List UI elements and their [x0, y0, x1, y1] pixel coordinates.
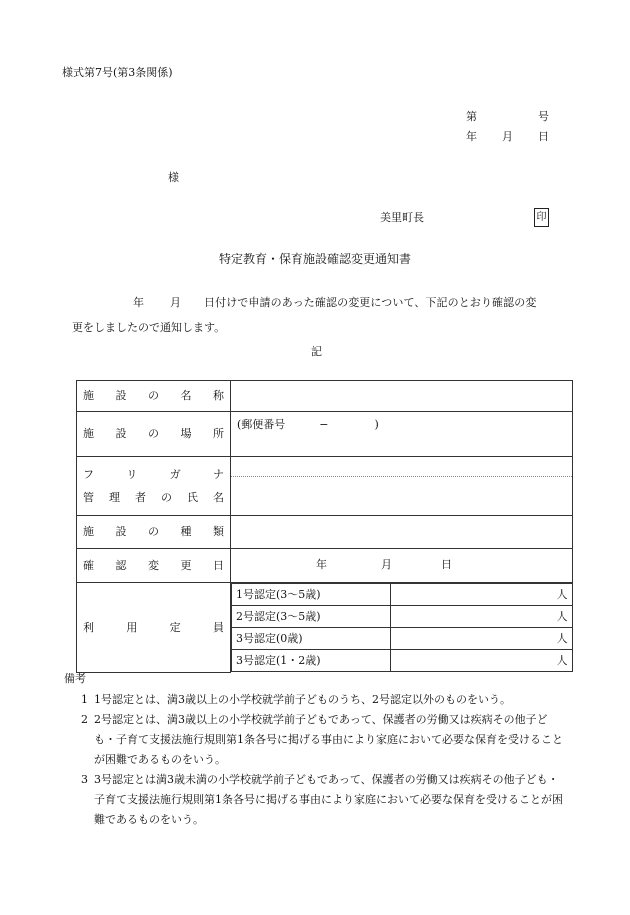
remark-item: [64, 770, 564, 830]
capacity-row-4: [232, 650, 573, 672]
furigana-label: フ リ ガ ナ: [83, 468, 224, 482]
form-number: 様式第7号(第3条関係): [62, 66, 173, 79]
capacity-row-3: [232, 628, 573, 650]
manager-field[interactable]: [231, 457, 573, 516]
postal-code-dash: −: [319, 418, 329, 431]
change-date-month: 月: [381, 558, 392, 571]
manager-label: [77, 457, 231, 516]
facility-type-label: 施 設 の 種 類: [77, 516, 231, 549]
capacity-count-field[interactable]: 人: [391, 606, 573, 628]
body-month: 月: [170, 296, 181, 309]
capacity-category: 3号認定(0歳): [232, 628, 391, 650]
facility-name-field[interactable]: [231, 381, 573, 412]
capacity-breakdown: [231, 583, 573, 673]
facility-type-field[interactable]: [231, 516, 573, 549]
sender-name: 美里町長: [380, 211, 424, 224]
document-number-prefix: 第: [466, 110, 477, 123]
remark-item: [64, 690, 564, 710]
change-date-year: 年: [316, 558, 327, 571]
document-title: 特定教育・保育施設確認変更通知書: [218, 252, 411, 266]
remark-text: 1号認定とは、満3歳以上の小学校就学前子どものうち、2号認定以外のものをいう。: [94, 693, 511, 706]
body-line-2: 更をしましたので通知します。: [72, 321, 226, 334]
remark-text: 3号認定とは満3歳未満の小学校就学前子どもであって、保護者の労働又は疾病その他子ども・子育て支援法施行規則第1条各号に掲げる事由により家庭において必要な保育を受けることが困難であるものをいう。: [94, 773, 563, 826]
postal-code-close: ): [374, 418, 379, 431]
facility-location-field[interactable]: [231, 412, 573, 457]
capacity-category: 2号認定(3〜5歳): [232, 606, 391, 628]
document-number-suffix: 号: [538, 110, 549, 123]
facility-location-label: 施 設 の 場 所: [77, 412, 231, 457]
facility-location-row: [77, 412, 573, 457]
manager-name-field[interactable]: [237, 477, 566, 515]
facility-name-row: [77, 381, 573, 412]
capacity-count-field[interactable]: 人: [391, 584, 573, 606]
capacity-category: 3号認定(1・2歳): [232, 650, 391, 672]
capacity-category: 1号認定(3〜5歳): [232, 584, 391, 606]
seal-mark: 印: [534, 208, 549, 227]
facility-table: [76, 380, 573, 673]
capacity-table: [231, 583, 573, 672]
change-date-field[interactable]: [231, 549, 573, 583]
facility-name-label: 施 設 の 名 称: [77, 381, 231, 412]
manager-row: [77, 457, 573, 516]
capacity-row-1: [232, 584, 573, 606]
furigana-field[interactable]: [237, 457, 566, 476]
change-date-row: [77, 549, 573, 583]
capacity-label: 利 用 定 員: [77, 583, 231, 673]
date-month: 月: [502, 130, 513, 143]
body-line-1: 日付けで申請のあった確認の変更について、下記のとおり確認の変: [204, 296, 537, 309]
postal-code-open: (郵便番号: [237, 418, 286, 431]
manager-name-label: 管 理 者 の 氏 名: [83, 490, 224, 504]
facility-type-row: [77, 516, 573, 549]
remark-text: 2号認定とは、満3歳以上の小学校就学前子どもであって、保護者の労働又は疾病その他子ども・子育て支援法施行規則第1条各号に掲げる事由により家庭において必要な保育を受けることが困難であるものをいう。: [94, 713, 563, 766]
body-year: 年: [133, 296, 144, 309]
capacity-row-2: [232, 606, 573, 628]
capacity-count-field[interactable]: 人: [391, 650, 573, 672]
remark-number: 1: [81, 693, 88, 706]
ki-label: 記: [311, 345, 322, 358]
remarks-section: [64, 670, 564, 830]
remark-item: [64, 710, 564, 770]
change-date-label: 確 認 変 更 日: [77, 549, 231, 583]
addressee-honorific: 様: [168, 171, 179, 184]
remarks-heading: 備考: [64, 672, 86, 685]
remark-number: 3: [81, 773, 88, 786]
date-day: 日: [538, 130, 549, 143]
capacity-row: [77, 583, 573, 673]
change-date-day: 日: [441, 558, 452, 571]
capacity-count-field[interactable]: 人: [391, 628, 573, 650]
remark-number: 2: [81, 713, 88, 726]
date-year: 年: [466, 130, 477, 143]
